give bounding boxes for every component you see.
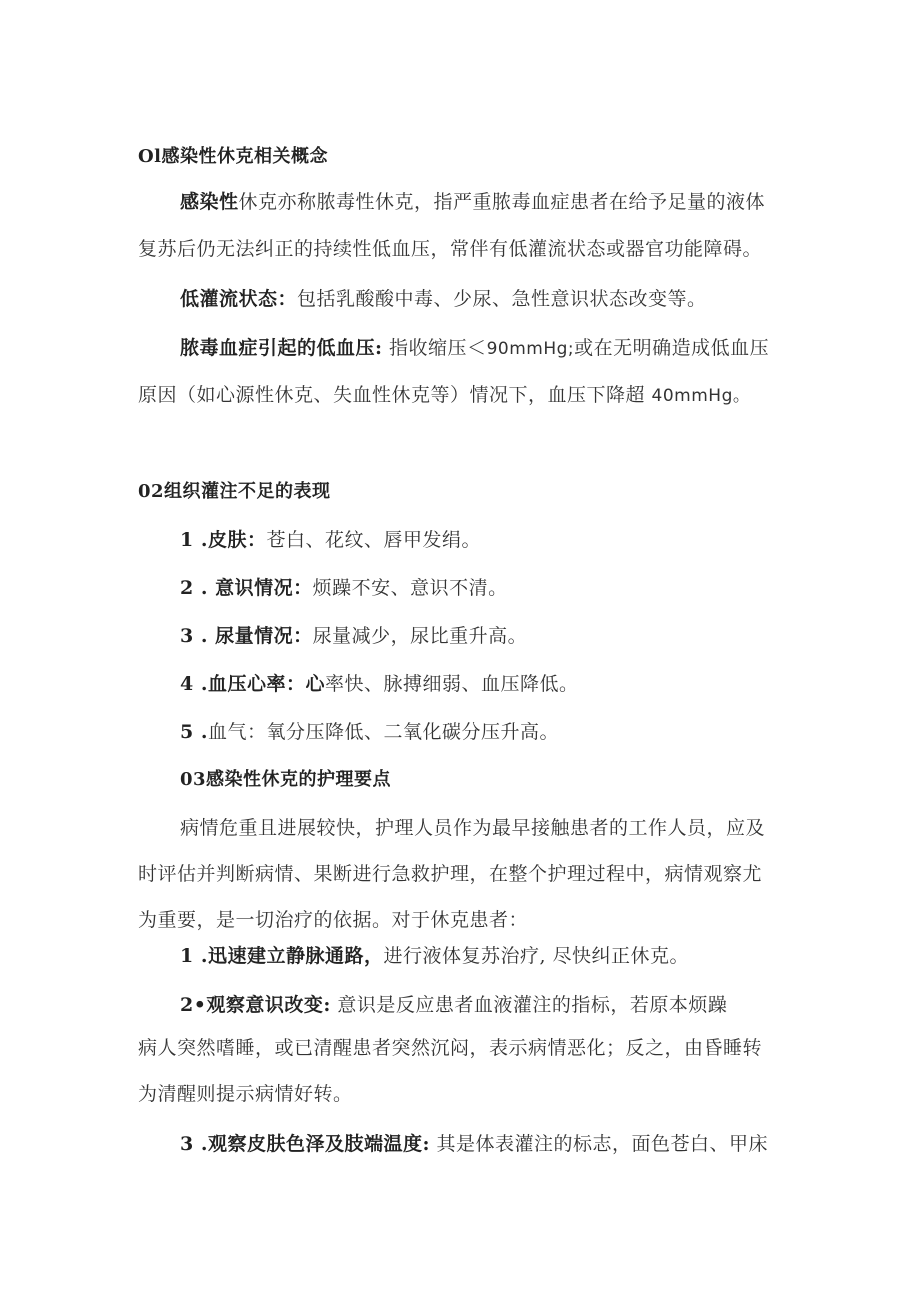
item-label: 2•观察意识改变: [180, 994, 331, 1016]
section1-p3-line2 [138, 382, 750, 409]
p3-text1: 指收缩压＜ [382, 337, 487, 359]
item-text: 尿量减少，尿比重升高。 [312, 625, 528, 647]
list-item [180, 527, 481, 553]
section3-heading: 03感染性休克的护理要点 [180, 769, 392, 790]
section3-intro-line1: 病情危重且进展较快，护理人员作为最早接触患者的工作人员，应及 [180, 817, 766, 839]
p3-value1: 90mmHg; [486, 339, 575, 359]
item-text: 进行液体复苏治疗, 尽快纠正休克。 [383, 945, 690, 967]
section3-item2-line2: 病人突然嗜睡，或已清醒患者突然沉闷，表示病情恶化；反之，由昏睡转 [138, 1037, 763, 1059]
list-item [180, 623, 527, 649]
item-label: 2 . 意识情况： [180, 577, 313, 599]
section3-item2-line3: 为清醒则提示病情好转。 [138, 1083, 353, 1105]
item-label: 3 . 尿量情况： [180, 625, 313, 647]
section1-p1-line1 [180, 189, 765, 215]
section1-p2 [180, 286, 707, 312]
list-item [180, 575, 508, 601]
p3-bold: 脓毒血症引起的低血压: [180, 337, 383, 359]
section3-intro-line3: 为重要，是一切治疗的依据。对于休克患者： [138, 909, 529, 931]
p3-text2: 或在无明确造成低血压 [574, 337, 770, 359]
item-text: 率快、脉搏细弱、血压降低。 [324, 673, 579, 695]
item-label: 5 . [180, 721, 208, 743]
item-text: 意识是反应患者血液灌注的指标，若原本烦躁 [330, 994, 728, 1016]
item-text: 烦躁不安、意识不清。 [312, 577, 508, 599]
item-text: 血气：氧分压降低、二氧化碳分压升高。 [207, 721, 559, 743]
item-label: 3 .观察皮肤色泽及肢端温度: [180, 1133, 430, 1155]
item-text: 其是体表灌注的标志，面色苍白、甲床 [429, 1133, 769, 1155]
section3-item2-line1 [180, 992, 727, 1018]
section1-p1-line2: 复苏后仍无法纠正的持续性低血压，常伴有低灌流状态或器官功能障碍。 [138, 238, 763, 260]
p1-line1-text: 休克亦称脓毒性休克，指严重脓毒血症患者在给予足量的液体 [238, 191, 766, 213]
list-item [180, 719, 559, 745]
p3-line2-text: 原因（如心源性休克、失血性休克等）情况下，血压下降超 [138, 384, 652, 406]
p2-text: 包括乳酸酸中毒、少尿、急性意识状态改变等。 [297, 288, 707, 310]
item-label: 1 .迅速建立静脉通路， [180, 945, 384, 967]
item-text: 苍白、花纹、唇甲发绢。 [266, 529, 481, 551]
section2-heading: 02组织灌注不足的表现 [138, 481, 331, 502]
p3-value2: 40mmHg。 [651, 386, 751, 406]
item-label: 1 .皮肤： [180, 529, 267, 551]
list-item [180, 671, 578, 697]
section3-item3 [180, 1131, 768, 1157]
p2-bold: 低灌流状态： [180, 288, 298, 310]
section1-p3-line1 [180, 335, 769, 362]
section3-intro-line2: 时评估并判断病情、果断进行急救护理，在整个护理过程中，病情观察尤 [138, 863, 763, 885]
p1-bold: 感染性 [180, 191, 239, 213]
section3-item1 [180, 943, 689, 969]
item-label: 4 .血压心率：心 [180, 673, 325, 695]
section1-heading: Ol感染性休克相关概念 [138, 146, 329, 167]
